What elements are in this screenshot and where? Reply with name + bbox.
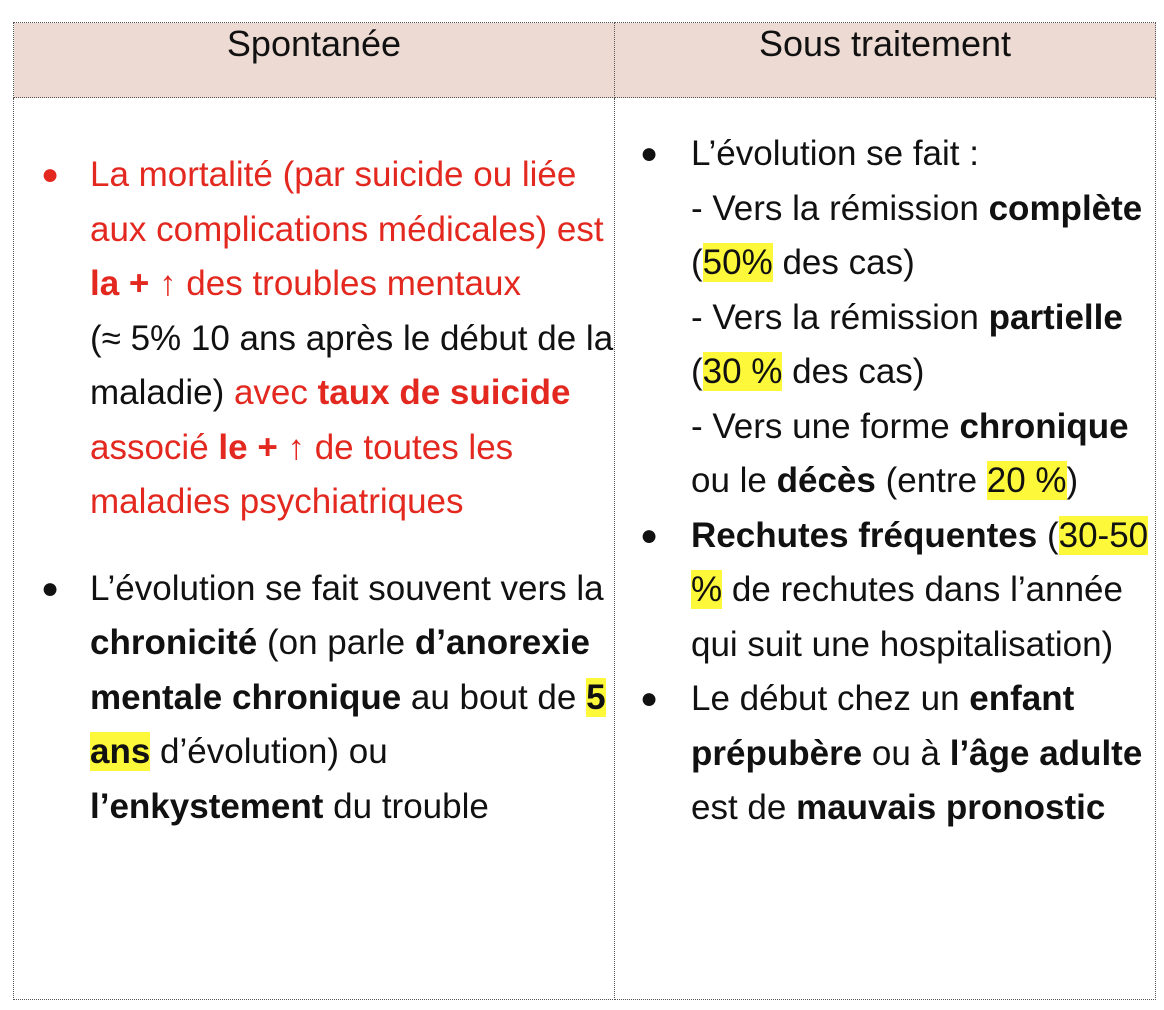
header-row	[14, 23, 1156, 98]
header-spontanee: Spontanée	[14, 23, 615, 98]
item-text: Rechutes fréquentes (30-50 % de rechutes dans l’année qui suit une hospitalisation)	[691, 515, 1149, 664]
list-item-evolution	[615, 127, 1155, 509]
content-row	[14, 98, 1156, 1000]
sous-traitement-list	[615, 98, 1155, 836]
highlight: 50%	[702, 243, 773, 282]
spontanee-cell	[14, 98, 615, 1000]
highlight: 30 %	[702, 352, 783, 391]
item-text: La mortalité (par suicide ou liée aux complications médicales) est la + ↑ des troubles mentaux (≈ 5% 10 ans après le début de la maladie) avec taux de suicide associé le + ↑ de toutes les maladies psychiatriques	[90, 155, 614, 521]
item-text: L’évolution se fait souvent vers la chronicité (on parle d’anorexie mentale chronique au bout de 5 ans d’évolution) ou l’enkystement du trouble	[90, 568, 606, 826]
bullet-icon: ●	[639, 682, 659, 715]
list-item-mortality	[14, 148, 614, 530]
header-sous-traitement: Sous traitement	[615, 23, 1156, 98]
bullet-icon: ●	[40, 571, 60, 605]
list-item-onset	[615, 672, 1155, 836]
prognosis-table	[13, 22, 1156, 1000]
spacer	[14, 530, 614, 562]
bullet-icon: ●	[40, 158, 60, 191]
item-text: L’évolution se fait : - Vers la rémission complète (50% des cas) - Vers la rémission partielle (30 % des cas) - Vers une forme chronique ou le décès (entre 20 %)	[691, 134, 1143, 500]
bullet-icon: ●	[639, 137, 659, 170]
item-text: Le début chez un enfant prépubère ou à l’âge adulte est de mauvais pronostic	[691, 679, 1143, 827]
spontanee-list	[14, 98, 614, 834]
highlight: 30-50 %	[691, 515, 1149, 609]
list-item-relapses	[615, 509, 1155, 673]
bullet-icon: ●	[639, 518, 659, 552]
list-item-chronicity	[14, 562, 614, 835]
highlight: 20 %	[986, 461, 1067, 500]
sous-traitement-cell	[615, 98, 1156, 1000]
highlight: 5 ans	[90, 677, 606, 771]
